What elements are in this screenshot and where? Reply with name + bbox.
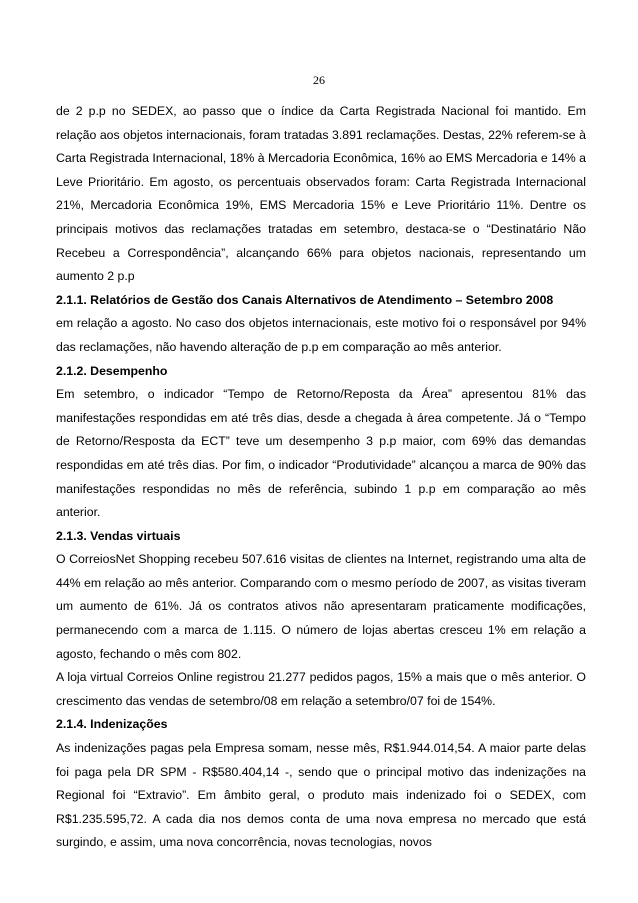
paragraph-canais: em relação a agosto. No caso dos objetos internacionais, este motivo foi o responsável por 94% das reclamações, não havendo alteração de p.p em comparação ao mês anterior. [56,316,586,354]
heading-2-1-2: 2.1.2. Desempenho [56,363,168,378]
paragraph-intro: de 2 p.p no SEDEX, ao passo que o índice da Carta Registrada Nacional foi mantido. Em relação aos objetos internacionais, foram tratadas 3.891 reclamações. Destas, 22% referem-se à Carta Registrada Internacional, 18% à Mercadoria Econômica, 16% ao EMS Mercadoria e 14% a Leve Prioritário. Em agosto, os percentuais observados foram: Carta Registrada Internacional 21%, Mercadoria Econômica 19%, EMS Mercadoria 15% e Leve Prioritário 11%. Dentre os principais motivos das reclamações tratadas em setembro, destaca-se o “Destinatário Não Recebeu a Correspondência”, alcançando 66% para objetos nacionais, representando um aumento 2 p.p [56,104,586,284]
paragraph-vendas-shopping: O CorreiosNet Shopping recebeu 507.616 visitas de clientes na Internet, registrando uma alta de 44% em relação ao mês anterior. Comparando com o mesmo período de 2007, as visitas tiveram um aumento de 61%. Já os contratos ativos não apresentaram praticamente modificações, permanecendo com a marca de 1.115. O número de lojas abertas cresceu 1% em relação a agosto, fechando o mês com 802. [56,552,586,661]
paragraph-vendas-online: A loja virtual Correios Online registrou 21.277 pedidos pagos, 15% a mais que o mês anterior. O crescimento das vendas de setembro/08 em relação a setembro/07 foi de 154%. [56,670,586,708]
paragraph-indenizacoes: As indenizações pagas pela Empresa somam, nesse mês, R$1.944.014,54. A maior parte delas foi paga pela DR SPM - R$580.404,14 -, sendo que o principal motivo das indenizações na Regional foi “Extravio”. Em âmbito geral, o produto mais indenizado foi o SEDEX, com R$1.235.595,72. A cada dia nos demos conta de uma nova empresa no mercado que está surgindo, e assim, uma nova concorrência, novas tecnologias, novos [56,741,586,850]
page-number: 26 [313,73,325,87]
heading-2-1-4: 2.1.4. Indenizações [56,717,168,732]
heading-2-1-1: 2.1.1. Relatórios de Gestão dos Canais Alternativos de Atendimento – Setembro 2008 [56,292,554,307]
page-content [56,100,586,855]
heading-2-1-3: 2.1.3. Vendas virtuais [56,528,181,543]
paragraph-desempenho: Em setembro, o indicador “Tempo de Retorno/Reposta da Área” apresentou 81% das manifestações respondidas em até três dias, desde a chegada à área competente. Já o “Tempo de Retorno/Resposta da ECT” teve um desempenho 3 p.p maior, com 69% das demandas respondidas em até três dias. Por fim, o indicador “Produtividade” alcançou a marca de 90% das manifestações respondidas no mês de referência, subindo 1 p.p em comparação ao mês anterior. [56,387,586,520]
